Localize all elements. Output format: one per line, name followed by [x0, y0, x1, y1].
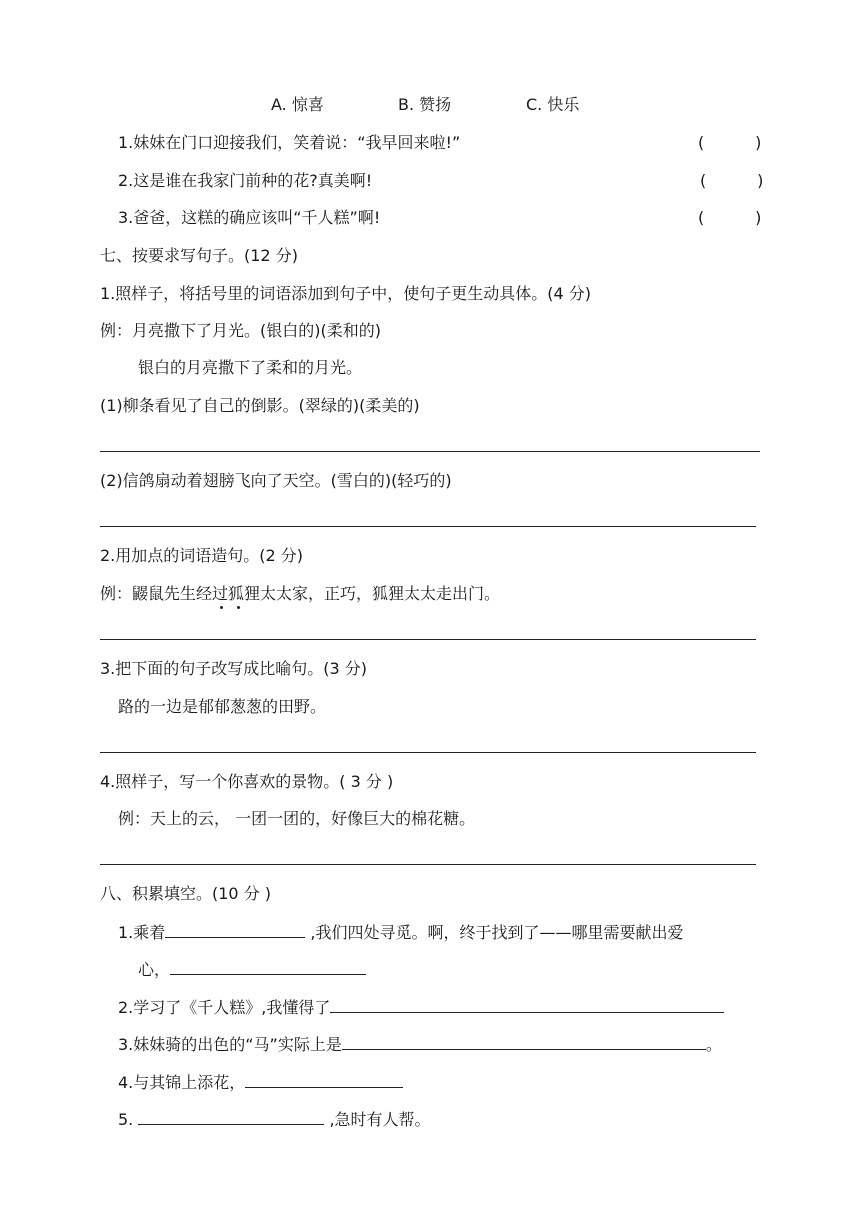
q8-item-3-end: 。: [705, 1035, 722, 1054]
q8-item-2: [118, 996, 724, 1019]
option-c: C. 快乐: [526, 95, 580, 114]
fill-blank-4[interactable]: [342, 1033, 706, 1050]
fill-blank-6[interactable]: [138, 1108, 324, 1125]
fill-blank-3[interactable]: [330, 996, 724, 1013]
q6-answer-blank-2[interactable]: ( ): [700, 171, 764, 190]
q7-2-title: 2.用加点的词语造句。(2 分): [100, 546, 304, 565]
answer-line-5[interactable]: [100, 864, 756, 865]
q7-1-example: 例：月亮撒下了月光。(银白的)(柔和的): [100, 321, 381, 340]
q7-3-sentence: 路的一边是郁郁葱葱的田野。: [118, 697, 327, 716]
q6-answer-blank-3[interactable]: ( ): [698, 208, 762, 227]
q7-1-title: 1.照样子，将括号里的词语添加到句子中，使句子更生动具体。(4 分): [100, 284, 592, 303]
option-b: B. 赞扬: [398, 95, 452, 114]
emphasis-dot: [220, 606, 223, 609]
q8-item-2-text: 2.学习了《千人糕》,我懂得了: [118, 998, 331, 1017]
fill-blank-1[interactable]: [165, 921, 305, 938]
q8-item-5-num: 5.: [118, 1110, 139, 1129]
q8-item-4-text: 4.与其锦上添花，: [118, 1073, 246, 1092]
q8-item-4: [118, 1071, 403, 1094]
section-7-heading: 七、按要求写句子。(12 分): [100, 246, 298, 265]
q6-answer-blank-1[interactable]: ( ): [698, 133, 762, 152]
answer-line-2[interactable]: [100, 526, 756, 527]
q8-item-3: [118, 1033, 722, 1056]
q6-item-3: 3.爸爸，这糕的确应该叫“千人糕”啊!: [118, 208, 381, 227]
q8-item-1-prefix: 1.乘着: [118, 923, 166, 942]
section-8-heading: 八、积累填空。(10 分 ): [100, 884, 272, 903]
q8-item-5-text: ,急时有人帮。: [324, 1110, 431, 1129]
answer-line-4[interactable]: [100, 752, 756, 753]
q8-item-5: [118, 1108, 431, 1131]
fill-blank-2[interactable]: [170, 958, 366, 975]
q7-3-title: 3.把下面的句子改写成比喻句。(3 分): [100, 659, 368, 678]
option-a: A. 惊喜: [271, 95, 324, 114]
q7-4-example: 例：天上的云， 一团一团的，好像巨大的棉花糖。: [118, 809, 476, 828]
q7-1-sub1: (1)柳条看见了自己的倒影。(翠绿的)(柔美的): [100, 396, 420, 415]
q7-4-title: 4.照样子，写一个你喜欢的景物。( 3 分 ): [100, 772, 394, 791]
emphasis-dot: [237, 606, 240, 609]
q7-2-example: 例：鼹鼠先生经过狐狸太太家，正巧，狐狸太太走出门。: [100, 584, 501, 603]
q7-1-example-answer: 银白的月亮撒下了柔和的月光。: [138, 358, 363, 377]
fill-blank-5[interactable]: [245, 1071, 403, 1088]
q8-item-1-cont-text: 心，: [138, 960, 171, 979]
q8-item-1-suffix: ,我们四处寻觅。啊，终于找到了——哪里需要献出爱: [305, 923, 684, 942]
q7-1-sub2: (2)信鸽扇动着翅膀飞向了天空。(雪白的)(轻巧的): [100, 471, 452, 490]
answer-line-3[interactable]: [100, 639, 756, 640]
q8-item-3-text: 3.妹妹骑的出色的“马”实际上是: [118, 1035, 342, 1054]
q8-item-1: [118, 921, 683, 944]
q8-item-1-cont: [138, 958, 366, 981]
q6-item-1: 1.妹妹在门口迎接我们，笑着说：“我早回来啦!”: [118, 133, 461, 152]
answer-line-1[interactable]: [100, 451, 760, 452]
q6-item-2: 2.这是谁在我家门前种的花?真美啊!: [118, 171, 373, 190]
